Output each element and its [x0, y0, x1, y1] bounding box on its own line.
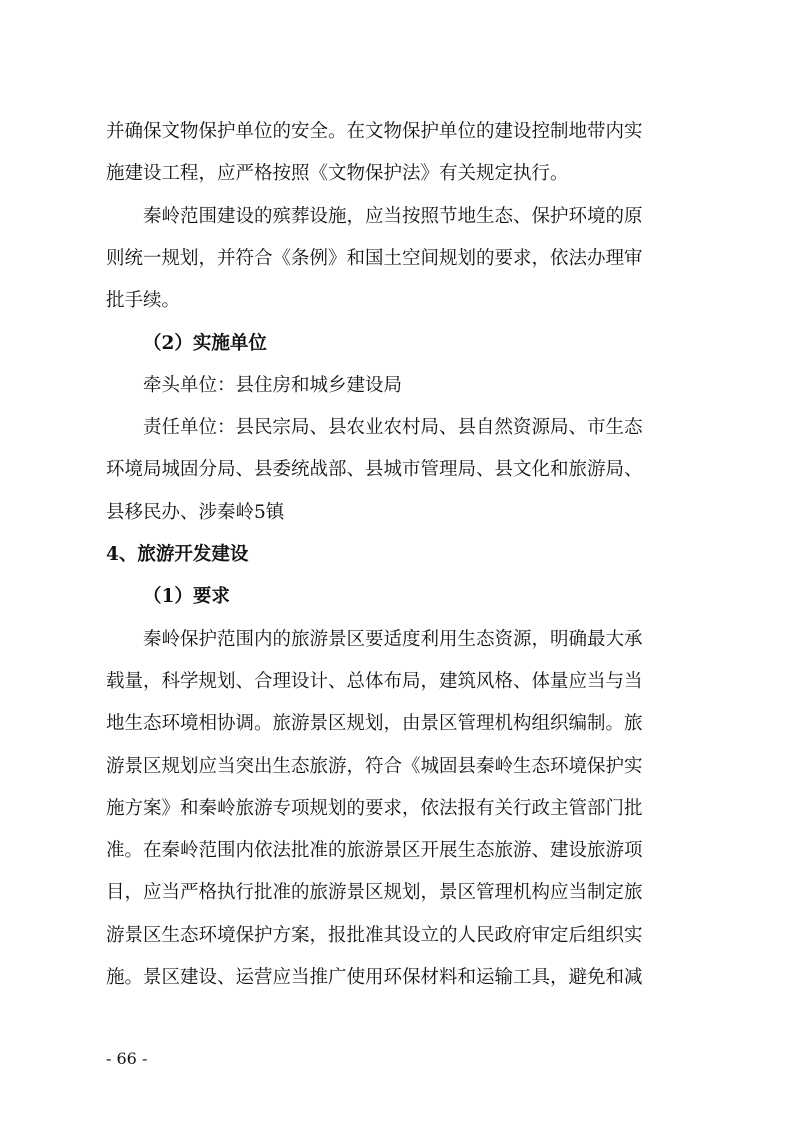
text-line: 县移民办、涉秦岭5镇 — [106, 502, 285, 523]
text-line: 目，应当严格执行批准的旅游景区规划，景区管理机构应当制定旅 — [106, 882, 643, 903]
text-line: 地生态环境相协调。旅游景区规划，由景区管理机构组织编制。旅 — [106, 713, 643, 734]
text-line: 则统一规划，并符合《条例》和国土空间规划的要求，依法办理审 — [106, 248, 643, 269]
text-line: 施方案》和秦岭旅游专项规划的要求，依法报有关行政主管部门批 — [106, 798, 643, 819]
section-heading: 4、旅游开发建设 — [106, 544, 249, 565]
text-line: 施。景区建设、运营应当推广使用环保材料和运输工具，避免和减 — [106, 967, 643, 988]
section-subheading: （2）实施单位 — [143, 333, 267, 354]
text-line: 游景区规划应当突出生态旅游，符合《城固县秦岭生态环境保护实 — [106, 756, 643, 777]
text-line: 环境局城固分局、县委统战部、县城市管理局、县文化和旅游局、 — [106, 459, 643, 480]
text-line: 批手续。 — [106, 290, 181, 311]
text-line: 责任单位：县民宗局、县农业农村局、县自然资源局、市生态 — [143, 417, 643, 438]
text-line: 准。在秦岭范围内依法批准的旅游景区开展生态旅游、建设旅游项 — [106, 840, 643, 861]
text-line: 载量，科学规划、合理设计、总体布局，建筑风格、体量应当与当 — [106, 671, 643, 692]
text-line: 牵头单位：县住房和城乡建设局 — [143, 375, 403, 396]
text-line: 游景区生态环境保护方案，报批准其设立的人民政府审定后组织实 — [106, 925, 643, 946]
text-line: 秦岭范围建设的殡葬设施，应当按照节地生态、保护环境的原 — [143, 206, 643, 227]
page-number: - 66 - — [106, 1049, 148, 1068]
section-subheading: （1）要求 — [143, 586, 230, 607]
text-line: 秦岭保护范围内的旅游景区要适度利用生态资源，明确最大承 — [143, 629, 643, 650]
text-line: 并确保文物保护单位的安全。在文物保护单位的建设控制地带内实 — [106, 121, 643, 142]
text-line: 施建设工程，应严格按照《文物保护法》有关规定执行。 — [106, 163, 569, 184]
